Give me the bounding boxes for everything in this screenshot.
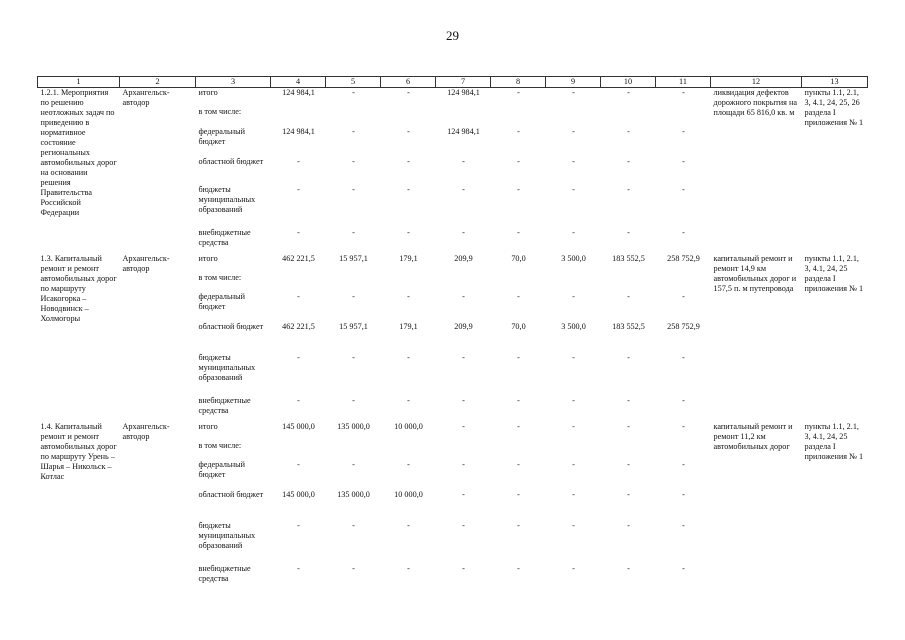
funding-source-cell: итого — [198, 421, 218, 431]
amount-cell — [656, 273, 711, 292]
amount-cell: - — [572, 489, 575, 499]
amount-cell: - — [627, 459, 630, 469]
amount-cell: 3 500,0 — [561, 253, 586, 263]
amount-cell: - — [682, 395, 685, 405]
amount-cell: - — [352, 227, 355, 237]
amount-cell: - — [572, 156, 575, 166]
funding-source-cell: областной бюджет — [198, 489, 264, 499]
amount-cell — [491, 273, 546, 292]
amount-cell: 124 984,1 — [282, 126, 315, 136]
amount-cell: 258 752,9 — [667, 321, 700, 331]
amount-cell: 462 221,5 — [282, 253, 315, 263]
amount-cell: 209,9 — [454, 253, 473, 263]
amount-cell: - — [682, 88, 685, 97]
amount-cell: - — [297, 352, 300, 362]
amount-cell: - — [462, 489, 465, 499]
amount-cell: - — [462, 184, 465, 194]
amount-cell — [326, 273, 381, 292]
executor-cell: Архангельск-автодор — [122, 253, 170, 273]
amount-cell: - — [682, 227, 685, 237]
amount-cell: - — [352, 88, 355, 97]
amount-cell: 70,0 — [511, 253, 526, 263]
amount-cell: - — [627, 126, 630, 136]
amount-cell: - — [627, 227, 630, 237]
amount-cell: 15 957,1 — [339, 321, 368, 331]
amount-cell: - — [682, 421, 685, 431]
amount-cell: 179,1 — [399, 321, 418, 331]
amount-cell — [436, 441, 491, 460]
amount-cell: - — [462, 227, 465, 237]
amount-cell: - — [572, 126, 575, 136]
amount-cell: 179,1 — [399, 253, 418, 263]
amount-cell: - — [572, 291, 575, 301]
amount-cell: - — [462, 563, 465, 573]
amount-cell: 124 984,1 — [282, 88, 315, 97]
amount-cell: - — [352, 459, 355, 469]
amount-cell: - — [352, 395, 355, 405]
column-header-9: 9 — [546, 77, 601, 88]
amount-cell: - — [352, 291, 355, 301]
column-header-13: 13 — [802, 77, 868, 88]
amount-cell — [601, 441, 656, 460]
amount-cell: 258 752,9 — [667, 253, 700, 263]
amount-cell — [601, 273, 656, 292]
amount-cell: - — [407, 126, 410, 136]
amount-cell: - — [517, 489, 520, 499]
amount-cell: 3 500,0 — [561, 321, 586, 331]
amount-cell: - — [572, 352, 575, 362]
header-row — [38, 77, 868, 88]
amount-cell: - — [407, 459, 410, 469]
activity-name-cell: 1.3. Капитальный ремонт и ремонт автомобильных дорог по маршруту Исакогорка – Новодвинск – Холмогоры — [40, 253, 117, 323]
amount-cell: - — [352, 126, 355, 136]
amount-cell — [271, 441, 326, 460]
amount-cell: - — [627, 88, 630, 97]
reference-cell: пункты 1.1, 2.1, 3, 4.1, 24, 25 раздела I приложения № 1 — [804, 421, 864, 461]
amount-cell: - — [627, 184, 630, 194]
amount-cell: - — [682, 126, 685, 136]
amount-cell: - — [627, 520, 630, 530]
amount-cell: 15 957,1 — [339, 253, 368, 263]
funding-source-cell: бюджеты муниципальных образований — [198, 520, 256, 550]
amount-cell: 145 000,0 — [282, 489, 315, 499]
amount-cell: - — [682, 156, 685, 166]
column-header-10: 10 — [601, 77, 656, 88]
column-header-6: 6 — [381, 77, 436, 88]
funding-source-cell: федеральный бюджет — [198, 291, 246, 311]
amount-cell: - — [517, 421, 520, 431]
amount-cell: - — [407, 291, 410, 301]
amount-cell: - — [462, 291, 465, 301]
amount-cell: - — [517, 156, 520, 166]
column-header-3: 3 — [196, 77, 271, 88]
funding-source-cell: внебюджетные средства — [198, 563, 251, 583]
amount-cell: 70,0 — [511, 321, 526, 331]
amount-cell: - — [517, 459, 520, 469]
amount-cell: - — [517, 395, 520, 405]
amount-cell — [601, 107, 656, 127]
amount-cell: - — [352, 352, 355, 362]
executor-cell: Архангельск-автодор — [122, 421, 170, 441]
program-table — [37, 76, 868, 590]
amount-cell — [381, 107, 436, 127]
amount-cell: - — [407, 88, 410, 97]
amount-cell: - — [297, 291, 300, 301]
amount-cell — [271, 107, 326, 127]
amount-cell: - — [572, 421, 575, 431]
result-cell: капитальный ремонт и ремонт 11,2 км автомобильных дорог — [713, 421, 793, 451]
amount-cell — [546, 273, 601, 292]
amount-cell: - — [462, 520, 465, 530]
amount-cell: - — [352, 156, 355, 166]
amount-cell: - — [517, 352, 520, 362]
amount-cell — [326, 441, 381, 460]
amount-cell: - — [462, 352, 465, 362]
amount-cell: - — [352, 563, 355, 573]
column-header-12: 12 — [711, 77, 802, 88]
amount-cell: - — [462, 421, 465, 431]
amount-cell: - — [627, 156, 630, 166]
amount-cell: 135 000,0 — [337, 421, 370, 431]
amount-cell: - — [572, 184, 575, 194]
column-header-2: 2 — [120, 77, 196, 88]
amount-cell: - — [682, 520, 685, 530]
amount-cell: 209,9 — [454, 321, 473, 331]
amount-cell: - — [517, 563, 520, 573]
amount-cell: 145 000,0 — [282, 421, 315, 431]
amount-cell: 135 000,0 — [337, 489, 370, 499]
amount-cell: - — [407, 227, 410, 237]
amount-cell: - — [407, 184, 410, 194]
amount-cell: - — [572, 520, 575, 530]
amount-cell: - — [572, 88, 575, 97]
amount-cell — [271, 273, 326, 292]
result-cell: ликвидация дефектов дорожного покрытия на площади 65 816,0 кв. м — [713, 88, 798, 117]
table-row — [38, 422, 868, 441]
column-header-5: 5 — [326, 77, 381, 88]
amount-cell: - — [517, 184, 520, 194]
amount-cell: - — [407, 156, 410, 166]
amount-cell — [326, 107, 381, 127]
table-body — [38, 88, 868, 590]
amount-cell — [656, 441, 711, 460]
column-header-8: 8 — [491, 77, 546, 88]
amount-cell: - — [517, 520, 520, 530]
amount-cell: - — [682, 352, 685, 362]
funding-source-cell: бюджеты муниципальных образований — [198, 352, 256, 382]
amount-cell: - — [682, 459, 685, 469]
amount-cell: - — [682, 563, 685, 573]
amount-cell: 183 552,5 — [612, 253, 645, 263]
amount-cell: 124 984,1 — [447, 126, 480, 136]
amount-cell: - — [627, 395, 630, 405]
amount-cell: - — [627, 421, 630, 431]
amount-cell: - — [407, 563, 410, 573]
table-row — [38, 88, 868, 107]
amount-cell: - — [352, 520, 355, 530]
amount-cell: - — [627, 291, 630, 301]
amount-cell: - — [572, 395, 575, 405]
funding-source-cell: федеральный бюджет — [198, 126, 246, 146]
amount-cell: - — [682, 291, 685, 301]
amount-cell: - — [297, 395, 300, 405]
funding-source-cell: внебюджетные средства — [198, 227, 251, 247]
executor-cell: Архангельск-автодор — [122, 88, 170, 107]
funding-source-cell: внебюджетные средства — [198, 395, 251, 415]
funding-source-cell: бюджеты муниципальных образований — [198, 184, 256, 214]
amount-cell: - — [682, 489, 685, 499]
amount-cell — [381, 441, 436, 460]
page-number: 29 — [446, 28, 459, 43]
amount-cell: - — [517, 227, 520, 237]
amount-cell: - — [297, 459, 300, 469]
amount-cell: - — [627, 563, 630, 573]
amount-cell: 183 552,5 — [612, 321, 645, 331]
amount-cell: - — [517, 126, 520, 136]
amount-cell: 462 221,5 — [282, 321, 315, 331]
funding-source-cell: в том числе: — [198, 106, 242, 116]
funding-source-cell: областной бюджет — [198, 156, 264, 166]
amount-cell: - — [407, 395, 410, 405]
table-row — [38, 254, 868, 273]
amount-cell: - — [627, 489, 630, 499]
reference-cell: пункты 1.1, 2.1, 3, 4.1, 24, 25, 26 раздела I приложения № 1 — [804, 88, 864, 127]
result-cell: капитальный ремонт и ремонт 14,9 км автомобильных дорог и 157,5 п. м путепровода — [713, 253, 797, 293]
amount-cell — [546, 107, 601, 127]
amount-cell: 124 984,1 — [447, 88, 480, 97]
funding-source-cell: в том числе: — [198, 440, 242, 450]
reference-cell: пункты 1.1, 2.1, 3, 4.1, 24, 25 раздела I приложения № 1 — [804, 253, 864, 293]
amount-cell: 10 000,0 — [394, 489, 423, 499]
amount-cell: - — [572, 563, 575, 573]
amount-cell: - — [627, 352, 630, 362]
amount-cell — [491, 441, 546, 460]
amount-cell — [436, 107, 491, 127]
amount-cell — [546, 441, 601, 460]
column-header-7: 7 — [436, 77, 491, 88]
amount-cell: - — [462, 459, 465, 469]
amount-cell: - — [407, 520, 410, 530]
amount-cell: - — [517, 291, 520, 301]
amount-cell: - — [297, 184, 300, 194]
amount-cell: - — [682, 184, 685, 194]
funding-source-cell: областной бюджет — [198, 321, 264, 331]
amount-cell: - — [517, 88, 520, 97]
funding-source-cell: федеральный бюджет — [198, 459, 246, 479]
amount-cell: - — [297, 227, 300, 237]
amount-cell: 10 000,0 — [394, 421, 423, 431]
funding-source-cell: итого — [198, 88, 218, 97]
amount-cell: - — [297, 563, 300, 573]
activity-name-cell: 1.2.1. Мероприятия по решению неотложных задач по приведению в нормативное состояние региональных автомобильных дорог на основании решения Правительства Российской Федерации — [40, 88, 117, 217]
amount-cell — [381, 273, 436, 292]
amount-cell: - — [462, 395, 465, 405]
amount-cell: - — [297, 520, 300, 530]
column-header-4: 4 — [271, 77, 326, 88]
funding-source-cell: в том числе: — [198, 272, 242, 282]
column-header-11: 11 — [656, 77, 711, 88]
amount-cell: - — [462, 156, 465, 166]
amount-cell: - — [572, 459, 575, 469]
column-header-1: 1 — [38, 77, 120, 88]
amount-cell — [656, 107, 711, 127]
amount-cell: - — [407, 352, 410, 362]
funding-source-cell: итого — [198, 253, 218, 263]
amount-cell: - — [297, 156, 300, 166]
amount-cell: - — [352, 184, 355, 194]
amount-cell — [436, 273, 491, 292]
amount-cell: - — [572, 227, 575, 237]
amount-cell — [491, 107, 546, 127]
activity-name-cell: 1.4. Капитальный ремонт и ремонт автомобильных дорог по маршруту Урень – Шарья – Никольск – Котлас — [40, 421, 117, 481]
